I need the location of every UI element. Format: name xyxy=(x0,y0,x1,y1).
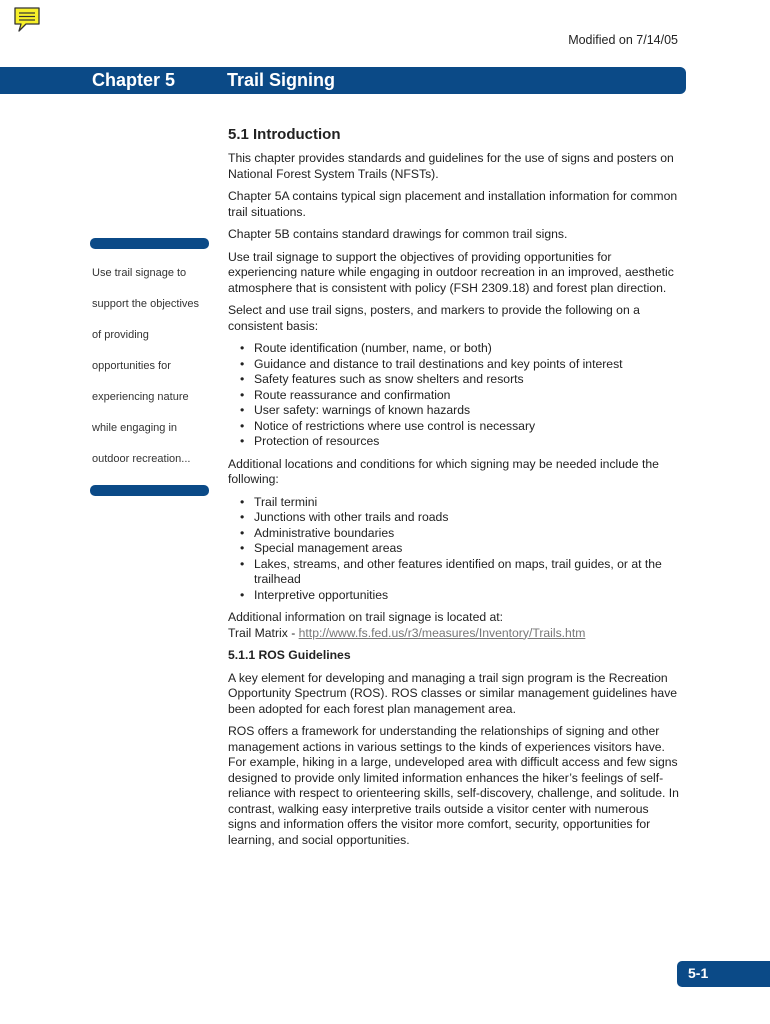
pull-quote-line: outdoor recreation... xyxy=(92,453,191,465)
pull-quote-line: Use trail signage to xyxy=(92,267,187,279)
pull-quote-line: of providing xyxy=(92,329,149,341)
list-item: • Special management areas xyxy=(238,541,680,557)
list-item: • Trail termini xyxy=(238,495,680,511)
info-line: Additional information on trail signage is located at: xyxy=(228,610,504,624)
chapter-title: Trail Signing xyxy=(227,70,336,90)
additional-list xyxy=(228,495,680,604)
basis-list xyxy=(228,341,680,450)
sidebar-divider-top xyxy=(90,238,209,249)
list-item: • Route identification (number, name, or both) xyxy=(238,341,680,357)
section-heading: 5.1 Introduction xyxy=(228,126,341,143)
chapter-number: Chapter 5 xyxy=(92,70,176,90)
list-item: • Interpretive opportunities xyxy=(238,588,680,604)
intro-paragraph: Chapter 5B contains standard drawings for common trail signs. xyxy=(228,227,568,241)
list-item: • Lakes, streams, and other features identified on maps, trail guides, or at the trailhead xyxy=(238,557,680,588)
trail-matrix-link[interactable]: http://www.fs.fed.us/r3/measures/Inventory/Trails.htm xyxy=(298,625,586,640)
matrix-prefix: Trail Matrix - xyxy=(228,625,299,640)
additional-intro: Additional locations and conditions for which signing may be needed include the following: xyxy=(228,456,659,486)
list-item: • Safety features such as snow shelters and resorts xyxy=(238,372,680,388)
sidebar-divider-bottom xyxy=(90,485,209,496)
intro-paragraph: Chapter 5A contains typical sign placement and installation information for common trail situations. xyxy=(228,189,678,219)
list-item: • Notice of restrictions where use control is necessary xyxy=(238,419,680,435)
list-item: • Protection of resources xyxy=(238,434,680,450)
modified-date: Modified on 7/14/05 xyxy=(568,33,678,47)
subsection-heading: 5.1.1 ROS Guidelines xyxy=(228,648,351,662)
main-content xyxy=(228,125,680,855)
list-item: • Guidance and distance to trail destinations and key points of interest xyxy=(238,357,680,373)
intro-paragraph: This chapter provides standards and guidelines for the use of signs and posters on National Forest System Trails (NFSTs). xyxy=(228,151,674,181)
pull-quote-line: opportunities for xyxy=(92,360,171,372)
page-number: 5-1 xyxy=(688,965,709,981)
list-item: • User safety: warnings of known hazards xyxy=(238,403,680,419)
sticky-note-icon[interactable] xyxy=(12,6,42,34)
pull-quote-line: support the objectives xyxy=(92,298,200,310)
ros-paragraph: ROS offers a framework for understanding the relationships of signing and other management actions in various settings to the kinds of experiences visitors have. For example, hiking in a large, undeveloped area with difficult access and few signs designed to provide only limited information enhances the hiker’s feelings of self-reliance with respect to orienteering skills, self-discovery, challenge, and solitude. In contrast, walking easy interpretive trails outside a visitor center with numerous signs and information offers the visitor more comfort, security, opportunities for learning, and social opportunities. xyxy=(228,724,679,847)
pull-quote-line: experiencing nature xyxy=(92,391,189,403)
intro-paragraph: Use trail signage to support the objectives of providing opportunities for experiencing nature while engaging in outdoor recreation in an improved, aesthetic atmosphere that is consistent with policy (FSH 2309.18) and forest plan direction. xyxy=(228,249,674,295)
intro-paragraph: Select and use trail signs, posters, and markers to provide the following on a consistent basis: xyxy=(228,303,640,333)
pull-quote-line: while engaging in xyxy=(92,422,178,434)
list-item: • Route reassurance and confirmation xyxy=(238,388,680,404)
list-item: • Administrative boundaries xyxy=(238,526,680,542)
sidebar-pull-quote xyxy=(92,262,217,479)
ros-paragraph: A key element for developing and managing a trail sign program is the Recreation Opportunity Spectrum (ROS). ROS classes or similar management guidelines have been adopted for each forest plan management area. xyxy=(228,670,678,716)
info-paragraph xyxy=(228,610,680,641)
list-item: • Junctions with other trails and roads xyxy=(238,510,680,526)
